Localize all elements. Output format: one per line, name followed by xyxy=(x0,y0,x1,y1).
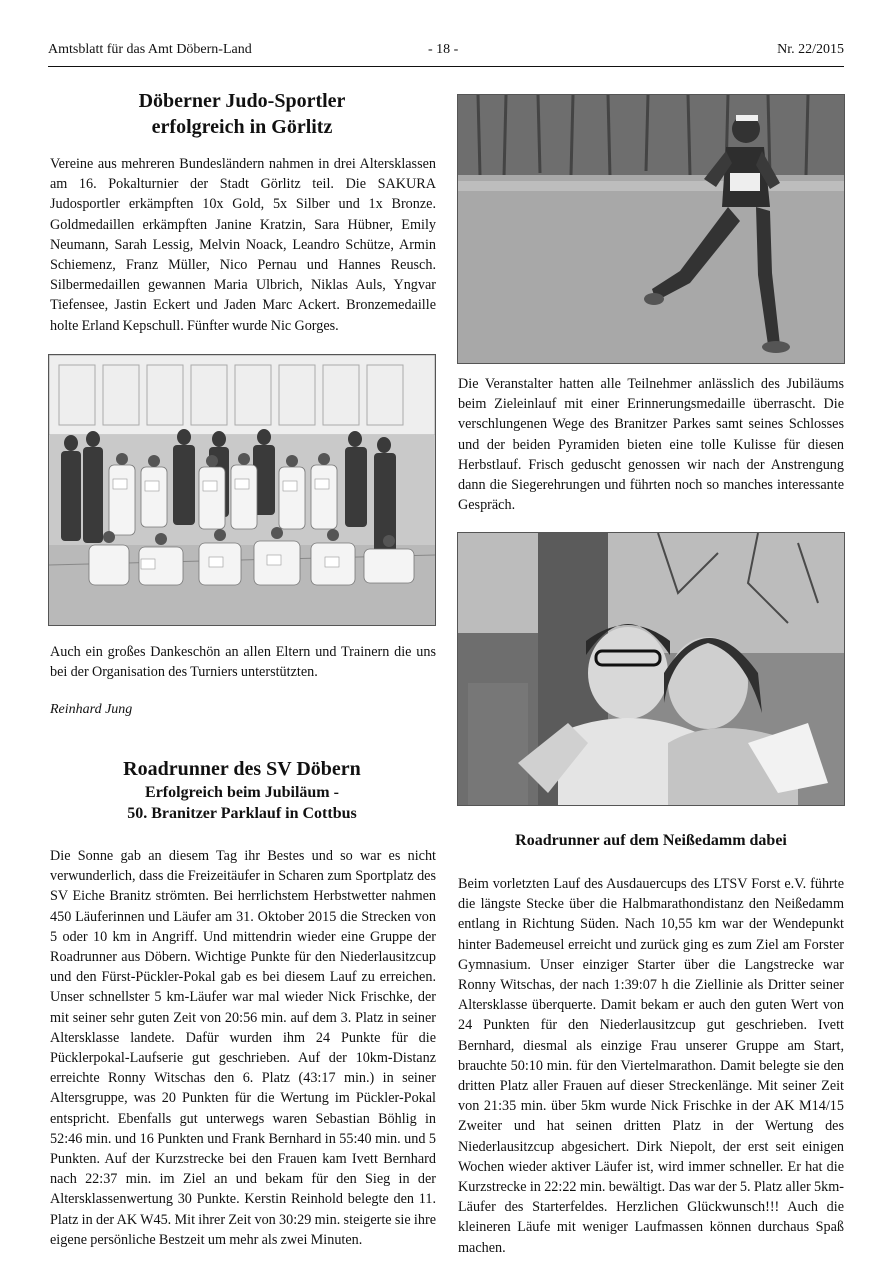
header-publication: Amtsblatt für das Amt Döbern-Land xyxy=(48,42,252,57)
header-rule xyxy=(48,66,844,67)
judo-headline xyxy=(48,88,436,140)
neisse-body: Beim vorletzten Lauf des Ausdauercups des LTSV Forst e.V. führte die längste Stecke über die Halbmarathondistanz den Neißedamm entlang in Richtung Süden. Nach 10,55 km war der Wendepunkt hinter Bademeusel erreicht und zurück ging es zum Ziel am Forster Gymnasium. Unser einziger Starter über die Langstrecke war Ronny Witschas, der nach 1:39:07 h die Ziellinie als Dritter seiner Altersklasse überquerte. Damit bekam er auch den guten Wert von 24 Punkten für den Niederlausitzcup gut geschrieben. Ivett Bernhard, diesmal als einzige Frau unserer Gruppe am Start, brauchte 50:10 min. für den Viertelmarathon. Damit belegte sie den dritten Platz aller Frauen auf dieser Streckenlänge. Mit seiner Zeit von 21:35 min. über 5km wurde Nick Frischke in der AK M14/15 Zweiter und hat seinen dritten Platz in der Wertung des Niederlausitzcup abgesichert. Dirk Niepolt, der erst seit einigen Wochen wieder aktiver Läufer ist, wird immer schneller. Er hat die Kurzstrecke in 22:22 min. bewältigt. Das war der 5. Platz aller 5km-Läufer des Starterfeldes. Herzlichen Glückwunsch!!! Auch die kleineren Läufe mit weniger Laufmassen können durchaus Spaß machen. xyxy=(458,876,844,1256)
judo-team-photo xyxy=(48,354,436,626)
runner-finish-photo xyxy=(457,94,845,364)
roadrunner-subheadline-line1: Erfolgreich beim Jubiläum - xyxy=(145,784,339,801)
page-header xyxy=(48,42,844,64)
roadrunner-subheadline-line2: 50. Branitzer Parklauf in Cottbus xyxy=(127,805,357,822)
judo-author: Reinhard Jung xyxy=(50,702,133,717)
header-page-number: - 18 - xyxy=(428,42,459,57)
branitz-caption: Die Veranstalter hatten alle Teilnehmer anlässlich des Jubiläums beim Zieleinlauf mit einer Erinnerungsmedaille überrascht. Die verschlungenen Wege des Branitzer Parkes samt seines Schlosses und der beiden Pyramiden bieten eine tolle Kulisse für diesen Herbstlauf. Frisch geduscht genossen wir nach der Anstrengung dann die Siegerehrungen und führten noch so manches interessante Gespräch. xyxy=(458,376,844,514)
roadrunner-body: Die Sonne gab an diesem Tag ihr Bestes und so war es nicht verwunderlich, dass die Freizeitäufer in Scharen zum Sportplatz des SV Eiche Branitz strömten. Bei herrlichstem Herbstwetter nahmen 450 Läuferinnen und Läufer am 31. Oktober 2015 die Strecken von 5 oder 10 km in Angriff. Und mittendrin wieder eine Gruppe der Roadrunner aus Döbern. Wichtige Punkte für den Niederlausitzcup und den Fürst-Pückler-Pokal gab es bei diesem Lauf zu erreichen. Unser schnellster 5 km-Läufer war mal wieder Nick Frischke, der mit seiner sehr guten Zeit von 20:56 min. auf dem 3. Platz in seiner Altersklasse landete. Dafür wurden ihm 24 Punkte für die Pücklerpokal-Laufserie gut geschrieben. Auf der 10km-Distanz erreichte Ronny Witschas den 6. Platz (43:17 min.) in seiner Altersgruppe, was 20 Punkten für die Wertung im Pückler-Pokal entspricht. Ebenfalls gut unterwegs waren Sebastian Böhlig in 52:46 min. und 16 Punkten und Frank Bernhard in 55:40 min. und 5 Punkten. Auf der Kurzstrecke bei den Frauen kam Ivett Bernhard nach 22:37 min. im Ziel an und bekam für den Sieg in der Altersklassenwertung 30 Punkte. Kerstin Reinhold belegte den 11. Platz in der AK W45. Mit ihrer Zeit von 30:29 min. steigerte sie ihre eigene persönliche Bestzeit um mehr als zwei Minuten. xyxy=(50,848,436,1248)
judo-headline-line2: erfolgreich in Görlitz xyxy=(151,116,333,138)
header-issue-number: Nr. 22/2015 xyxy=(777,42,844,57)
roadrunner-subheadline xyxy=(48,782,436,824)
roadrunner-headline: Roadrunner des SV Döbern xyxy=(123,758,361,780)
neisse-headline: Roadrunner auf dem Neißedamm dabei xyxy=(515,832,787,849)
judo-thanks: Auch ein großes Dankeschön an allen Eltern und Trainern die uns bei der Organisation des Turniers unterstützten. xyxy=(50,644,436,681)
two-runners-photo xyxy=(457,532,845,806)
judo-body: Vereine aus mehreren Bundesländern nahmen in drei Altersklassen am 16. Pokalturnier der Stadt Görlitz teil. Die SAKURA Judosportler erkämpften 10x Gold, 5x Silber und 1x Bronze. Goldmedaillen erkämpften Janine Kratzin, Sara Hübner, Emily Neumann, Sarah Lessig, Melvin Noack, Leandro Schütze, Armin Schiemenz, Franz Müller, Nico Pernau und Hannes Reusch. Silbermedaillen gewannen Maria Ulbrich, Niklas Auls, Yngvar Tiefensee, Jastin Eckert und Jaden Marc Ackert. Bronzemedaille holte Erland Kepschull. Fünfter wurde Nic Gorges. xyxy=(50,156,436,334)
judo-headline-line1: Döberner Judo-Sportler xyxy=(138,90,346,112)
